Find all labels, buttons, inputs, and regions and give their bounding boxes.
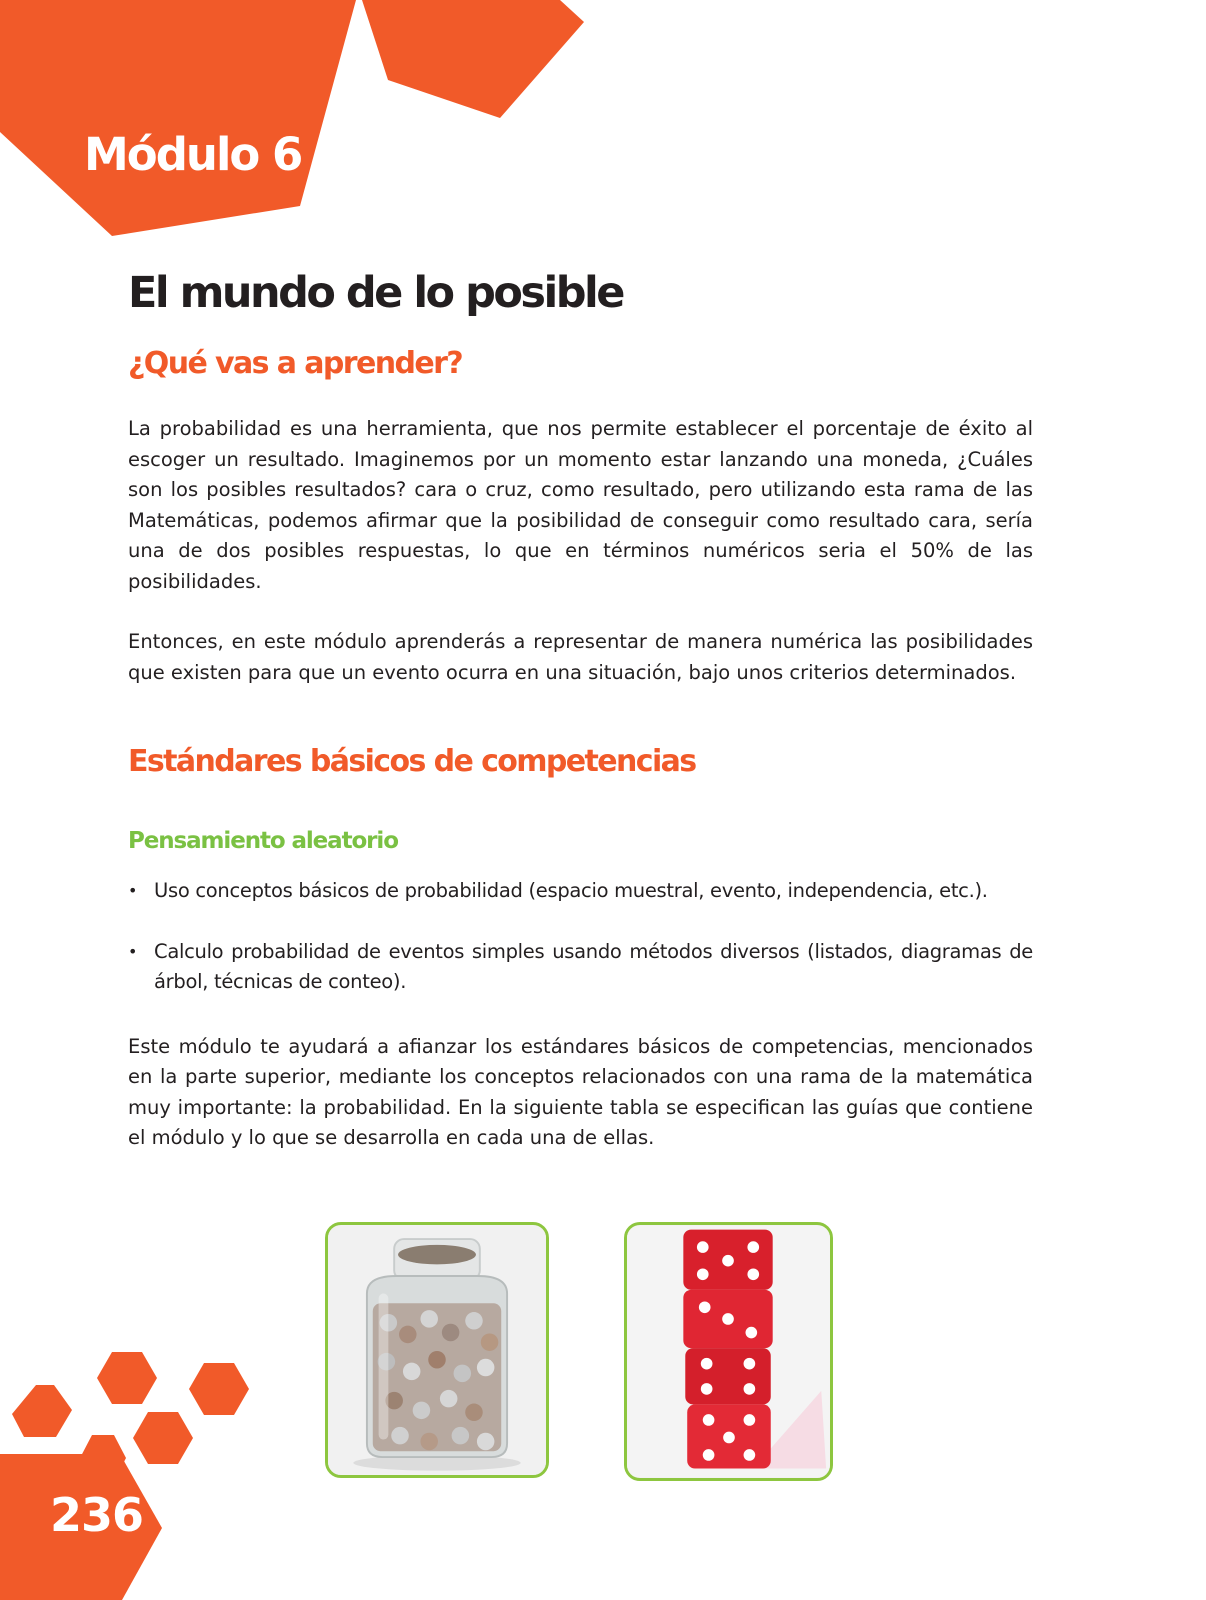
- stacked-dice-image: [627, 1225, 830, 1478]
- coin-jar-photo: [325, 1222, 549, 1478]
- list-item-text: Uso conceptos básicos de probabilidad (espacio muestral, evento, independencia, etc.).: [154, 879, 988, 902]
- learn-paragraph-1: La probabilidad es una herramienta, que nos permite establecer el porcentaje de éxito al escoger un resultado. Imaginemos por un momento estar lanzando una moneda, ¿Cuáles son los posibles resultados? cara o cruz, como resultado, pero utilizando esta rama de las Matemáticas, podemos afirmar que la posibilidad de conseguir como resultado cara, sería una de dos posibles respuestas, lo que en términos numéricos seria el 50% de las posibilidades.: [128, 417, 1033, 593]
- stacked-dice-photo: [624, 1222, 833, 1481]
- standards-subheading: Pensamiento aleatorio: [128, 828, 398, 854]
- footer-hexagon-3: [133, 1412, 193, 1464]
- bullet-icon: •: [128, 881, 138, 900]
- closing-paragraph: Este módulo te ayudará a afianzar los estándares básicos de competencias, mencionados en la parte superior, mediante los conceptos relacionados con una rama de la matemática muy importante: la probabilidad. En la siguiente tabla se especifican las guías que contiene el módulo y lo que se desarrolla en cada una de ellas.: [128, 1034, 1033, 1149]
- footer-hexagon-1: [97, 1352, 157, 1404]
- standards-heading: Estándares básicos de competencias: [128, 744, 696, 779]
- module-label: Módulo 6: [84, 128, 302, 181]
- main-content: [128, 266, 1033, 1154]
- page-title: El mundo de lo posible: [128, 268, 623, 318]
- standards-list: [128, 876, 1033, 998]
- bullet-icon: •: [128, 941, 138, 961]
- list-item: [128, 876, 1033, 907]
- page-number: 236: [50, 1488, 144, 1542]
- header-hexagon-shape: [0, 0, 356, 236]
- list-item: [128, 937, 1033, 998]
- header-accent-shape: [362, 0, 584, 118]
- learn-heading: ¿Qué vas a aprender?: [128, 346, 463, 381]
- footer-hexagon-4: [12, 1385, 72, 1437]
- learn-paragraph-2: Entonces, en este módulo aprenderás a representar de manera numérica las posibilidades que existen para que un evento ocurra en una situación, bajo unos criterios determinados.: [128, 630, 1033, 684]
- list-item-text: Calculo probabilidad de eventos simples usando métodos diversos (listados, diagramas de árbol, técnicas de conteo).: [154, 939, 1033, 993]
- coin-jar-image: [328, 1225, 546, 1475]
- footer-hexagon-2: [189, 1363, 249, 1415]
